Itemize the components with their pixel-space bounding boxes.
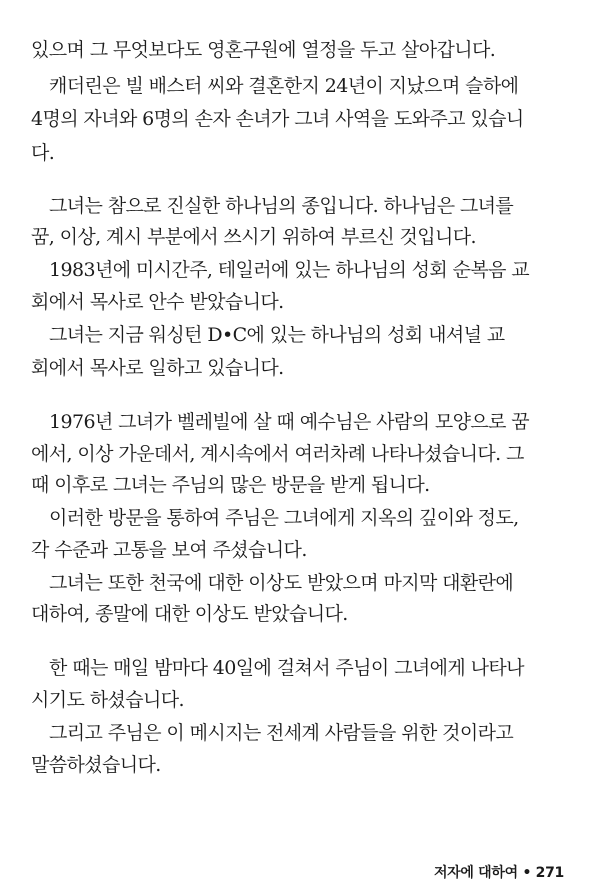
text-line: 이러한 방문을 통하여 주님은 그녀에게 지옥의 깊이와 정도, [49,507,519,529]
text-line: 때 이후로 그녀는 주님의 많은 방문을 받게 됩니다. [31,474,430,496]
text-line: 에서, 이상 가운데서, 계시속에서 여러차례 나타나셨습니다. 그 [31,443,524,465]
text-line: 말씀하셨습니다. [31,754,161,776]
text-line: 대하여, 종말에 대한 이상도 받았습니다. [31,603,348,625]
text-line: 그리고 주님은 이 메시지는 전세계 사람들을 위한 것이라고 [49,722,514,744]
text-line: 회에서 목사로 안수 받았습니다. [31,291,284,313]
text-line: 각 수준과 고통을 보여 주셨습니다. [31,539,307,561]
text-line: 한 때는 매일 밤마다 40일에 걸쳐서 주님이 그녀에게 나타나 [49,657,524,679]
text-line: 있으며 그 무엇보다도 영혼구원에 열정을 두고 살아갑니다. [31,39,496,61]
text-line: 그녀는 또한 천국에 대한 이상도 받았으며 마지막 대환란에 [49,572,514,594]
text-line: 회에서 목사로 일하고 있습니다. [31,357,284,379]
text-line: 1983년에 미시간주, 테일러에 있는 하나님의 성회 순복음 교 [49,259,530,281]
footer-separator: • [522,865,532,881]
text-line: 시기도 하셨습니다. [31,689,184,711]
text-line: 다. [31,142,55,164]
running-title: 저자에 대하여 [433,865,518,881]
text-line: 꿈, 이상, 계시 부분에서 쓰시기 위하여 부르신 것입니다. [31,226,476,248]
text-line: 그녀는 지금 워싱턴 D•C에 있는 하나님의 성회 내셔널 교 [49,324,505,346]
page-footer [434,862,564,882]
text-line: 캐더린은 빌 배스터 씨와 결혼한지 24년이 지났으며 슬하에 [49,75,519,97]
text-line: 1976년 그녀가 벨레빌에 살 때 예수님은 사람의 모양으로 꿈 [49,411,530,433]
text-line: 그녀는 참으로 진실한 하나님의 종입니다. 하나님은 그녀를 [49,195,514,217]
text-line: 4명의 자녀와 6명의 손자 손녀가 그녀 사역을 도와주고 있습니 [31,108,524,130]
page-number: 271 [535,865,564,881]
